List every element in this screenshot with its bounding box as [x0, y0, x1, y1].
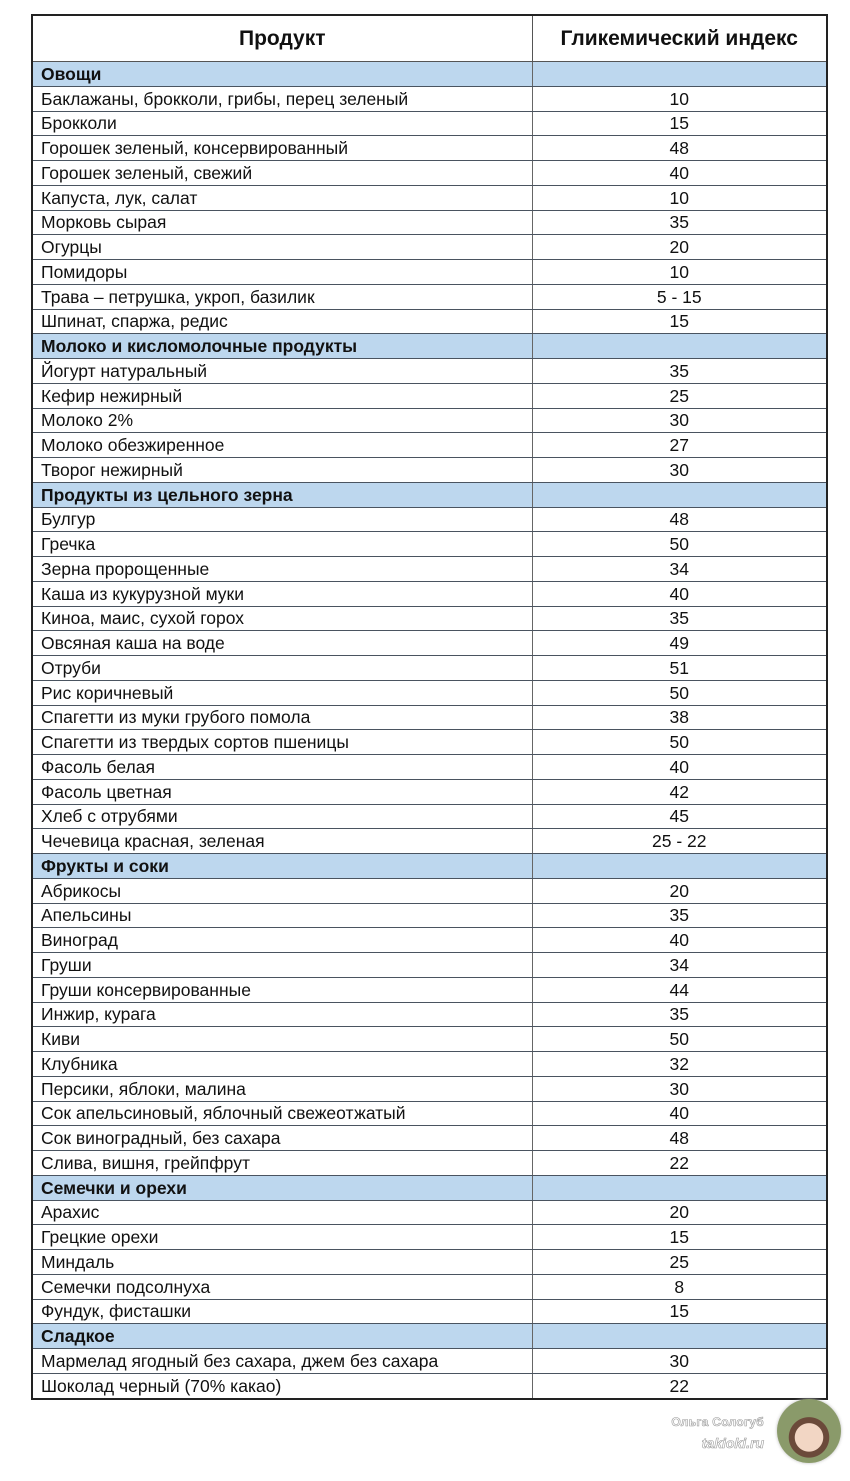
product-name: Фундук, фисташки: [32, 1299, 532, 1324]
product-name: Апельсины: [32, 903, 532, 928]
glycemic-index-value: 25: [532, 1250, 827, 1275]
table-row: [32, 1274, 827, 1299]
column-header-gi: Гликемический индекс: [532, 15, 827, 62]
glycemic-index-value: 34: [532, 953, 827, 978]
glycemic-index-value: 8: [532, 1274, 827, 1299]
table-body: [32, 62, 827, 1399]
product-name: Помидоры: [32, 260, 532, 285]
product-name: Сок виноградный, без сахара: [32, 1126, 532, 1151]
glycemic-index-table: [31, 14, 828, 1400]
product-name: Мармелад ягодный без сахара, джем без сахара: [32, 1349, 532, 1374]
table-row: [32, 779, 827, 804]
category-value-empty: [532, 482, 827, 507]
table-row: [32, 1200, 827, 1225]
glycemic-index-value: 48: [532, 136, 827, 161]
glycemic-index-value: 50: [532, 730, 827, 755]
product-name: Миндаль: [32, 1250, 532, 1275]
table-row: [32, 1349, 827, 1374]
product-name: Овсяная каша на воде: [32, 631, 532, 656]
glycemic-index-value: 35: [532, 606, 827, 631]
glycemic-index-value: 44: [532, 977, 827, 1002]
glycemic-index-value: 38: [532, 705, 827, 730]
table-row: [32, 804, 827, 829]
category-row: [32, 62, 827, 87]
glycemic-index-value: 40: [532, 581, 827, 606]
table-header-row: [32, 15, 827, 62]
glycemic-index-value: 40: [532, 755, 827, 780]
author-avatar: [777, 1399, 841, 1463]
product-name: Шоколад черный (70% какао): [32, 1373, 532, 1398]
table-row: [32, 928, 827, 953]
table-row: [32, 705, 827, 730]
product-name: Слива, вишня, грейпфрут: [32, 1151, 532, 1176]
glycemic-index-value: 48: [532, 1126, 827, 1151]
product-name: Фасоль белая: [32, 755, 532, 780]
category-label: Молоко и кисломолочные продукты: [32, 334, 532, 359]
table-row: [32, 260, 827, 285]
category-row: [32, 1175, 827, 1200]
table-row: [32, 161, 827, 186]
category-row: [32, 334, 827, 359]
product-name: Кефир нежирный: [32, 383, 532, 408]
table-row: [32, 1225, 827, 1250]
watermark-author: Ольга Сологуб: [671, 1415, 764, 1429]
category-value-empty: [532, 334, 827, 359]
glycemic-index-value: 34: [532, 557, 827, 582]
glycemic-index-value: 30: [532, 1349, 827, 1374]
table-row: [32, 532, 827, 557]
product-name: Киноа, маис, сухой горох: [32, 606, 532, 631]
glycemic-index-value: 25: [532, 383, 827, 408]
table-row: [32, 631, 827, 656]
table-row: [32, 86, 827, 111]
glycemic-index-value: 51: [532, 656, 827, 681]
product-name: Клубника: [32, 1052, 532, 1077]
glycemic-index-value: 10: [532, 260, 827, 285]
product-name: Рис коричневый: [32, 680, 532, 705]
glycemic-index-value: 30: [532, 458, 827, 483]
glycemic-index-value: 30: [532, 408, 827, 433]
category-label: Сладкое: [32, 1324, 532, 1349]
product-name: Абрикосы: [32, 878, 532, 903]
table-row: [32, 1027, 827, 1052]
table-row: [32, 507, 827, 532]
product-name: Молоко 2%: [32, 408, 532, 433]
table-row: [32, 1052, 827, 1077]
table-row: [32, 433, 827, 458]
product-name: Гречка: [32, 532, 532, 557]
column-header-product: Продукт: [32, 15, 532, 62]
product-name: Творог нежирный: [32, 458, 532, 483]
product-name: Булгур: [32, 507, 532, 532]
category-label: Фрукты и соки: [32, 854, 532, 879]
product-name: Шпинат, спаржа, редис: [32, 309, 532, 334]
glycemic-index-value: 22: [532, 1373, 827, 1398]
table-row: [32, 977, 827, 1002]
table-row: [32, 1076, 827, 1101]
table-row: [32, 235, 827, 260]
product-name: Арахис: [32, 1200, 532, 1225]
product-name: Виноград: [32, 928, 532, 953]
category-value-empty: [532, 1324, 827, 1349]
table-row: [32, 136, 827, 161]
table-row: [32, 458, 827, 483]
glycemic-index-value: 15: [532, 1225, 827, 1250]
product-name: Персики, яблоки, малина: [32, 1076, 532, 1101]
glycemic-index-value: 50: [532, 1027, 827, 1052]
table-row: [32, 1151, 827, 1176]
product-name: Молоко обезжиренное: [32, 433, 532, 458]
glycemic-index-value: 40: [532, 161, 827, 186]
table-row: [32, 903, 827, 928]
watermark: [640, 1403, 850, 1473]
glycemic-index-value: 35: [532, 903, 827, 928]
glycemic-index-value: 50: [532, 680, 827, 705]
product-name: Спагетти из твердых сортов пшеницы: [32, 730, 532, 755]
glycemic-index-value: 45: [532, 804, 827, 829]
table-row: [32, 953, 827, 978]
table-row: [32, 581, 827, 606]
glycemic-index-value: 49: [532, 631, 827, 656]
category-label: Продукты из цельного зерна: [32, 482, 532, 507]
product-name: Инжир, курага: [32, 1002, 532, 1027]
glycemic-index-value: 20: [532, 1200, 827, 1225]
category-value-empty: [532, 62, 827, 87]
table-row: [32, 829, 827, 854]
glycemic-index-value: 20: [532, 235, 827, 260]
glycemic-index-value: 35: [532, 359, 827, 384]
glycemic-index-value: 5 - 15: [532, 284, 827, 309]
glycemic-index-value: 27: [532, 433, 827, 458]
glycemic-index-value: 15: [532, 1299, 827, 1324]
table-row: [32, 1101, 827, 1126]
watermark-site: takioki.ru: [701, 1435, 764, 1451]
glycemic-index-value: 22: [532, 1151, 827, 1176]
product-name: Груши: [32, 953, 532, 978]
glycemic-index-value: 15: [532, 309, 827, 334]
table-row: [32, 730, 827, 755]
category-row: [32, 482, 827, 507]
category-value-empty: [532, 854, 827, 879]
product-name: Морковь сырая: [32, 210, 532, 235]
table-row: [32, 284, 827, 309]
glycemic-index-value: 35: [532, 1002, 827, 1027]
glycemic-index-value: 25 - 22: [532, 829, 827, 854]
category-row: [32, 1324, 827, 1349]
product-name: Йогурт натуральный: [32, 359, 532, 384]
product-name: Горошек зеленый, консервированный: [32, 136, 532, 161]
glycemic-index-value: 35: [532, 210, 827, 235]
glycemic-index-value: 10: [532, 86, 827, 111]
product-name: Капуста, лук, салат: [32, 185, 532, 210]
product-name: Чечевица красная, зеленая: [32, 829, 532, 854]
product-name: Трава – петрушка, укроп, базилик: [32, 284, 532, 309]
glycemic-index-value: 50: [532, 532, 827, 557]
category-value-empty: [532, 1175, 827, 1200]
table-row: [32, 1002, 827, 1027]
glycemic-index-value: 30: [532, 1076, 827, 1101]
glycemic-index-value: 20: [532, 878, 827, 903]
glycemic-index-value: 40: [532, 1101, 827, 1126]
table-row: [32, 606, 827, 631]
table-row: [32, 111, 827, 136]
table-row: [32, 680, 827, 705]
table-row: [32, 1126, 827, 1151]
table-row: [32, 1250, 827, 1275]
product-name: Огурцы: [32, 235, 532, 260]
table-row: [32, 656, 827, 681]
product-name: Грецкие орехи: [32, 1225, 532, 1250]
glycemic-index-value: 40: [532, 928, 827, 953]
glycemic-index-value: 15: [532, 111, 827, 136]
category-label: Семечки и орехи: [32, 1175, 532, 1200]
product-name: Киви: [32, 1027, 532, 1052]
category-label: Овощи: [32, 62, 532, 87]
product-name: Каша из кукурузной муки: [32, 581, 532, 606]
table-row: [32, 1373, 827, 1398]
table-row: [32, 755, 827, 780]
table-row: [32, 309, 827, 334]
product-name: Фасоль цветная: [32, 779, 532, 804]
product-name: Зерна пророщенные: [32, 557, 532, 582]
category-row: [32, 854, 827, 879]
table-row: [32, 359, 827, 384]
product-name: Отруби: [32, 656, 532, 681]
product-name: Сок апельсиновый, яблочный свежеотжатый: [32, 1101, 532, 1126]
table-row: [32, 383, 827, 408]
product-name: Спагетти из муки грубого помола: [32, 705, 532, 730]
product-name: Хлеб с отрубями: [32, 804, 532, 829]
table-row: [32, 557, 827, 582]
glycemic-index-value: 42: [532, 779, 827, 804]
table-row: [32, 210, 827, 235]
product-name: Баклажаны, брокколи, грибы, перец зеленый: [32, 86, 532, 111]
glycemic-index-value: 48: [532, 507, 827, 532]
table-row: [32, 878, 827, 903]
product-name: Брокколи: [32, 111, 532, 136]
table-row: [32, 185, 827, 210]
product-name: Семечки подсолнуха: [32, 1274, 532, 1299]
table-row: [32, 1299, 827, 1324]
table-row: [32, 408, 827, 433]
product-name: Горошек зеленый, свежий: [32, 161, 532, 186]
product-name: Груши консервированные: [32, 977, 532, 1002]
glycemic-index-value: 10: [532, 185, 827, 210]
glycemic-index-value: 32: [532, 1052, 827, 1077]
